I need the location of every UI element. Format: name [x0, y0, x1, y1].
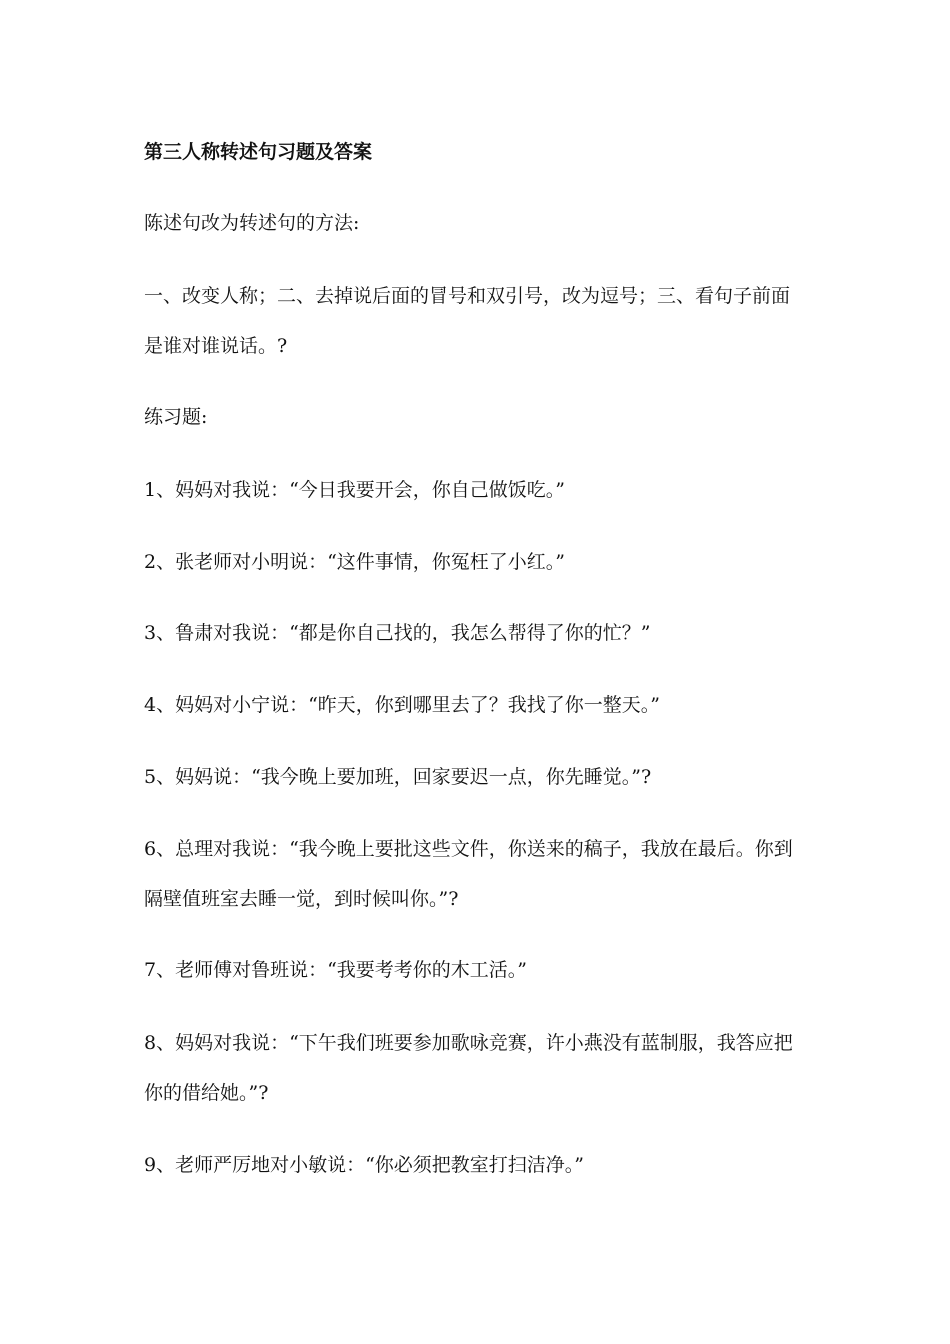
- method-line-2: 是谁对谁说话。?: [144, 335, 288, 357]
- exercise-4: 4、妈妈对小宁说：“昨天，你到哪里去了？我找了你一整天。”: [144, 694, 661, 716]
- exercise-8-line-1: 8、妈妈对我说：“下午我们班要参加歌咏竞赛，许小燕没有蓝制服，我答应把: [144, 1032, 793, 1054]
- exercise-7: 7、老师傅对鲁班说：“我要考考你的木工活。”: [144, 959, 528, 981]
- exercise-8-line-2: 你的借给她。”?: [144, 1082, 269, 1104]
- exercise-3: 3、鲁肃对我说：“都是你自己找的，我怎么帮得了你的忙？”: [144, 622, 651, 644]
- exercise-9: 9、老师严厉地对小敏说：“你必须把教室打扫洁净。”: [144, 1154, 585, 1176]
- method-line-1: 一、改变人称；二、去掉说后面的冒号和双引号，改为逗号；三、看句子前面: [144, 285, 791, 307]
- exercise-2: 2、张老师对小明说：“这件事情，你冤枉了小红。”: [144, 551, 566, 573]
- exercise-5: 5、妈妈说：“我今晚上要加班，回家要迟一点，你先睡觉。”?: [144, 766, 652, 788]
- method-heading: 陈述句改为转述句的方法:: [144, 212, 360, 234]
- exercise-heading: 练习题:: [144, 406, 208, 428]
- document-title: 第三人称转述句习题及答案: [144, 141, 373, 163]
- exercise-6-line-2: 隔壁值班室去睡一觉，到时候叫你。”?: [144, 888, 459, 910]
- exercise-6-line-1: 6、总理对我说：“我今晚上要批这些文件，你送来的稿子，我放在最后。你到: [144, 838, 793, 860]
- exercise-1: 1、妈妈对我说：“今日我要开会，你自己做饭吃。”: [144, 479, 566, 501]
